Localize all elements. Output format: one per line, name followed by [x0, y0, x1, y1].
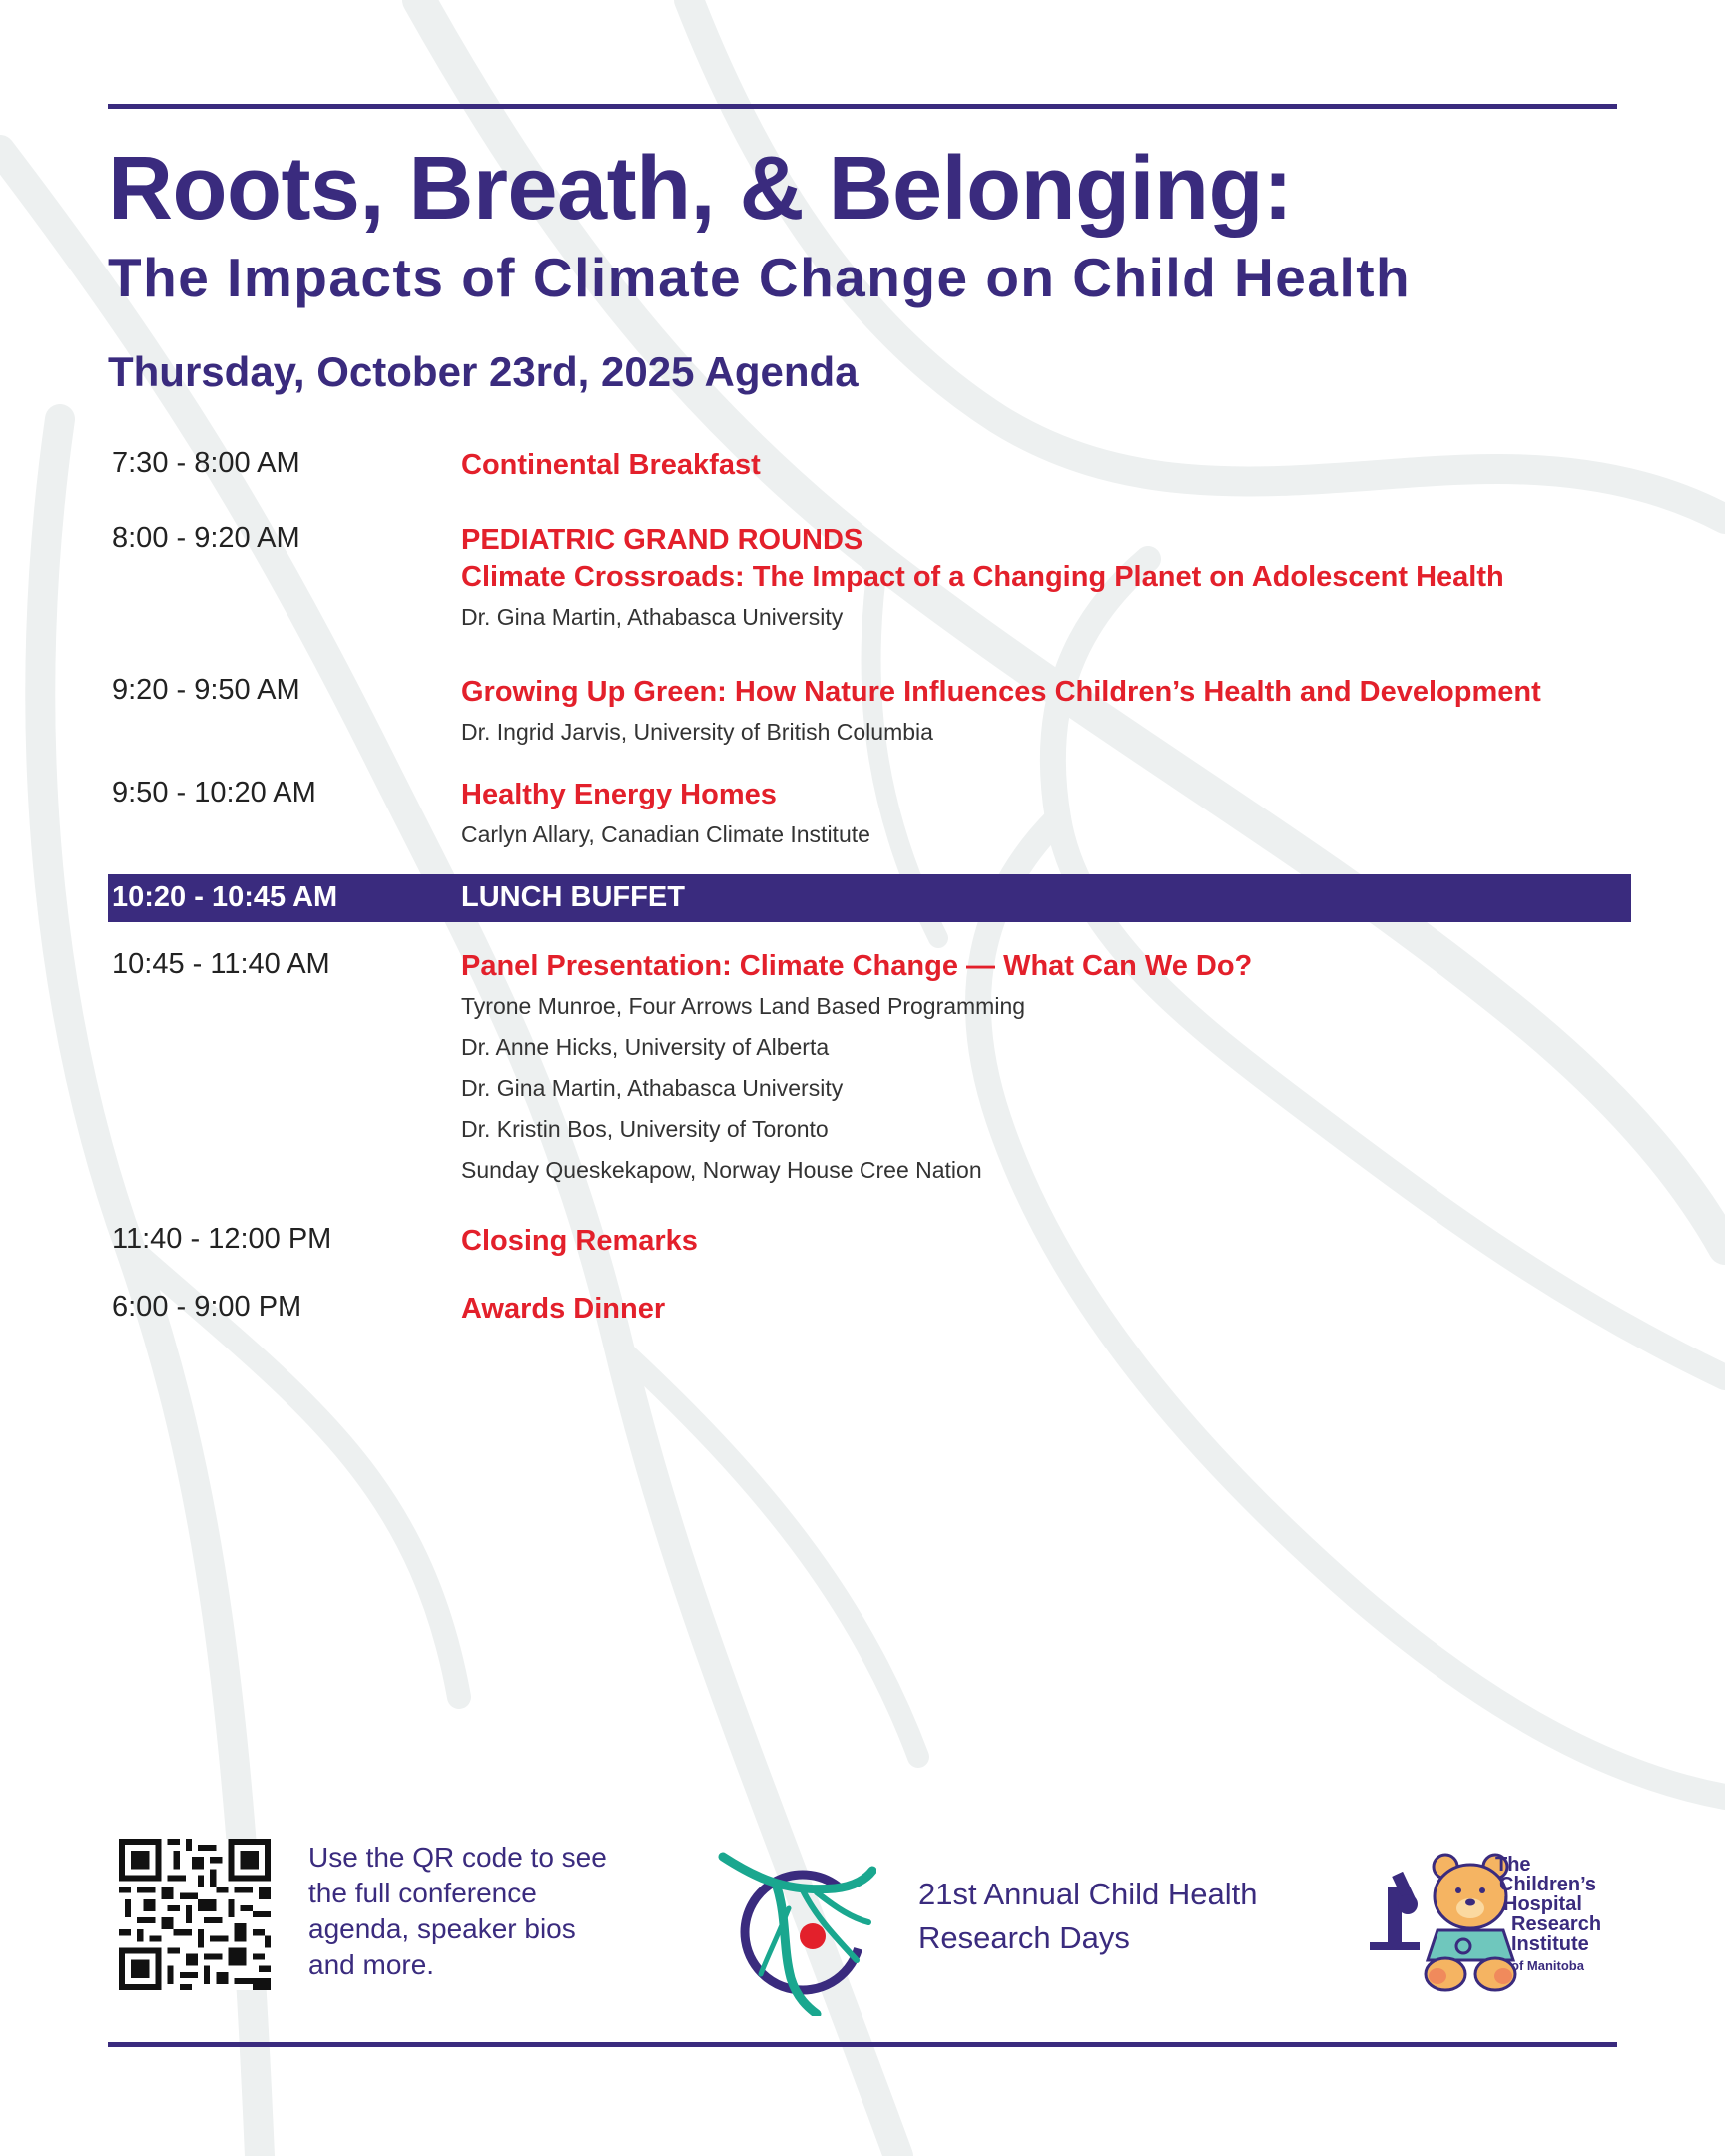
- institute-subtitle: of Manitoba: [1511, 1958, 1584, 1973]
- lunch-banner: [108, 874, 1631, 922]
- agenda-time: 6:00 - 9:00 PM: [112, 1291, 302, 1323]
- session-speaker: Dr. Gina Martin, Athabasca University: [461, 604, 844, 630]
- agenda-date: Thursday, October 23rd, 2025 Agenda: [108, 348, 859, 395]
- institute-name-line: Hospital: [1503, 1893, 1582, 1915]
- lunch-time: 10:20 - 10:45 AM: [112, 881, 338, 913]
- lunch-label: LUNCH BUFFET: [461, 881, 685, 913]
- session-title: Closing Remarks: [461, 1225, 698, 1257]
- agenda-session: [461, 674, 1635, 753]
- institute-name-line: Children’s: [1499, 1874, 1597, 1895]
- institute-name: [1495, 1855, 1601, 1954]
- session-title: Growing Up Green: How Nature Influences Children’s Health and Development: [461, 676, 1541, 708]
- session-speaker: Dr. Gina Martin, Athabasca University: [461, 1075, 844, 1101]
- session-speaker: Carlyn Allary, Canadian Climate Institute: [461, 821, 870, 847]
- session-title: Continental Breakfast: [461, 449, 761, 481]
- institute-name-line: The: [1495, 1854, 1531, 1876]
- agenda-session: [461, 522, 1635, 638]
- page-title: Roots, Breath, & Belonging:: [108, 139, 1293, 239]
- agenda-time: 8:00 - 9:20 AM: [112, 522, 300, 554]
- institute-name-line: Institute: [1511, 1933, 1589, 1955]
- session-speaker: Tyrone Munroe, Four Arrows Land Based Programming: [461, 993, 1026, 1019]
- institute-name-line: Research: [1511, 1913, 1602, 1935]
- session-title: Climate Crossroads: The Impact of a Changing Planet on Adolescent Health: [461, 561, 1504, 593]
- agenda-time: 9:50 - 10:20 AM: [112, 777, 316, 808]
- agenda-session: [461, 948, 1635, 1191]
- bottom-divider: [108, 2042, 1617, 2047]
- agenda-time: 9:20 - 9:50 AM: [112, 674, 300, 706]
- session-speaker: Dr. Ingrid Jarvis, University of British Columbia: [461, 719, 933, 745]
- page-subtitle: The Impacts of Climate Change on Child Health: [108, 247, 1412, 308]
- event-name: 21st Annual Child Health Research Days: [918, 1877, 1258, 1955]
- session-title: Awards Dinner: [461, 1293, 666, 1325]
- agenda-time: 7:30 - 8:00 AM: [112, 447, 300, 479]
- session-category: PEDIATRIC GRAND ROUNDS: [461, 524, 863, 556]
- agenda-session: [461, 1291, 1635, 1328]
- session-speaker: Dr. Anne Hicks, University of Alberta: [461, 1034, 830, 1060]
- research-days-logo: [717, 1849, 876, 2016]
- session-title: Healthy Energy Homes: [461, 779, 777, 810]
- qr-instructions: Use the QR code to see the full conference agenda, speaker bios and more.: [308, 1842, 607, 1980]
- agenda-time: 10:45 - 11:40 AM: [112, 948, 330, 980]
- agenda-session: [461, 447, 1635, 484]
- session-title: Panel Presentation: Climate Change — What Can We Do?: [461, 950, 1253, 982]
- agenda-time: 11:40 - 12:00 PM: [112, 1223, 332, 1255]
- session-speaker: Dr. Kristin Bos, University of Toronto: [461, 1116, 829, 1142]
- agenda-session: [461, 777, 1635, 855]
- top-divider: [108, 104, 1617, 109]
- session-speaker: Sunday Queskekapow, Norway House Cree Nation: [461, 1157, 982, 1183]
- agenda-session: [461, 1223, 1635, 1260]
- qr-code-icon[interactable]: [119, 1839, 271, 1990]
